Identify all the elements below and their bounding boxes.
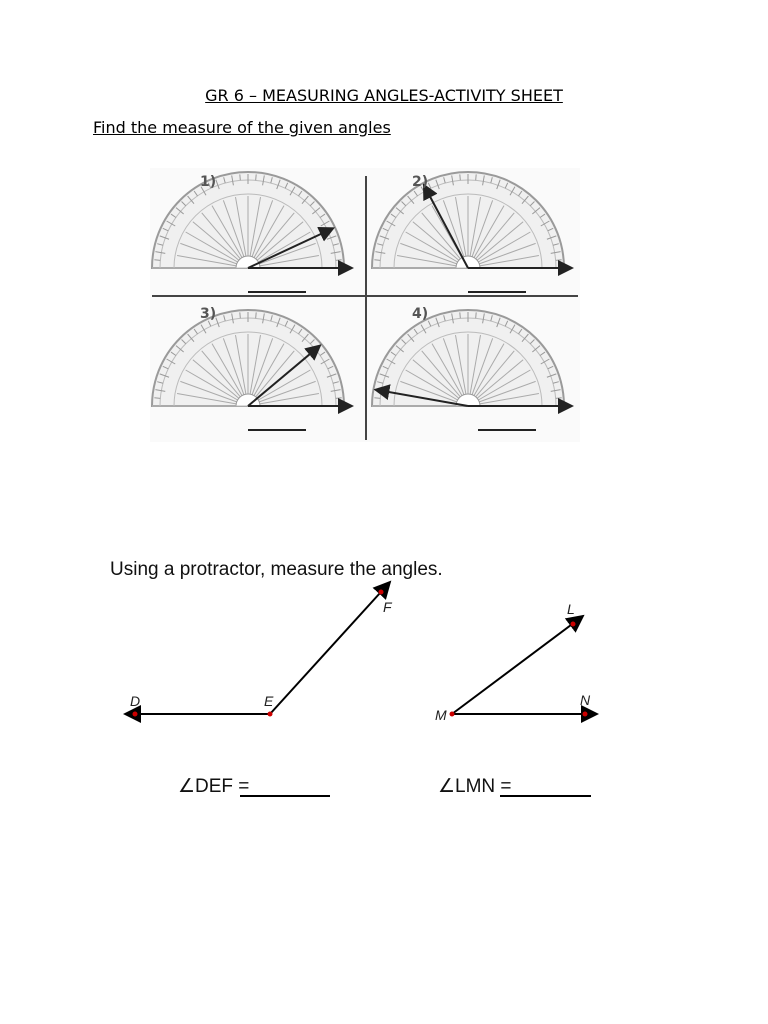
answer-lmn-label: ∠LMN = [438,776,512,797]
problem-number: 1) [200,174,217,190]
protractor-tick [460,312,461,318]
point-M [450,712,455,717]
point-L [571,622,576,627]
instruction-text: Using a protractor, measure the angles. [110,559,443,580]
ray-ML [452,616,583,714]
protractor-tick [154,260,160,261]
protractor-tick [374,398,380,399]
protractor-tick [460,174,461,180]
protractor-tick [240,174,241,180]
label-N: N [580,692,591,708]
protractor-tick [476,174,477,180]
protractor-tick [476,312,477,318]
protractor-tick [336,398,342,399]
worksheet-subtitle: Find the measure of the given angles [93,118,391,137]
protractor-tick [556,398,562,399]
problem-number: 2) [412,174,429,190]
label-M: M [435,707,447,723]
label-L: L [567,601,575,617]
protractor-figure [150,168,580,442]
protractor-tick [256,174,257,180]
label-F: F [383,599,392,615]
protractor-tick [154,398,160,399]
problem-number: 4) [412,306,429,322]
problem-number: 3) [200,306,217,322]
point-F [379,590,384,595]
worksheet-title: GR 6 – MEASURING ANGLES-ACTIVITY SHEET [205,86,563,105]
protractor-tick [240,312,241,318]
protractor-tick [374,260,380,261]
point-E [268,712,273,717]
angle-figure [100,550,620,810]
ray-EF [270,582,390,714]
protractor-tick [256,312,257,318]
label-E: E [264,693,274,709]
point-D [133,712,138,717]
point-N [583,712,588,717]
answer-def-label: ∠DEF = [178,776,250,797]
protractor-tick [336,260,342,261]
protractor-tick [556,260,562,261]
label-D: D [130,693,141,709]
